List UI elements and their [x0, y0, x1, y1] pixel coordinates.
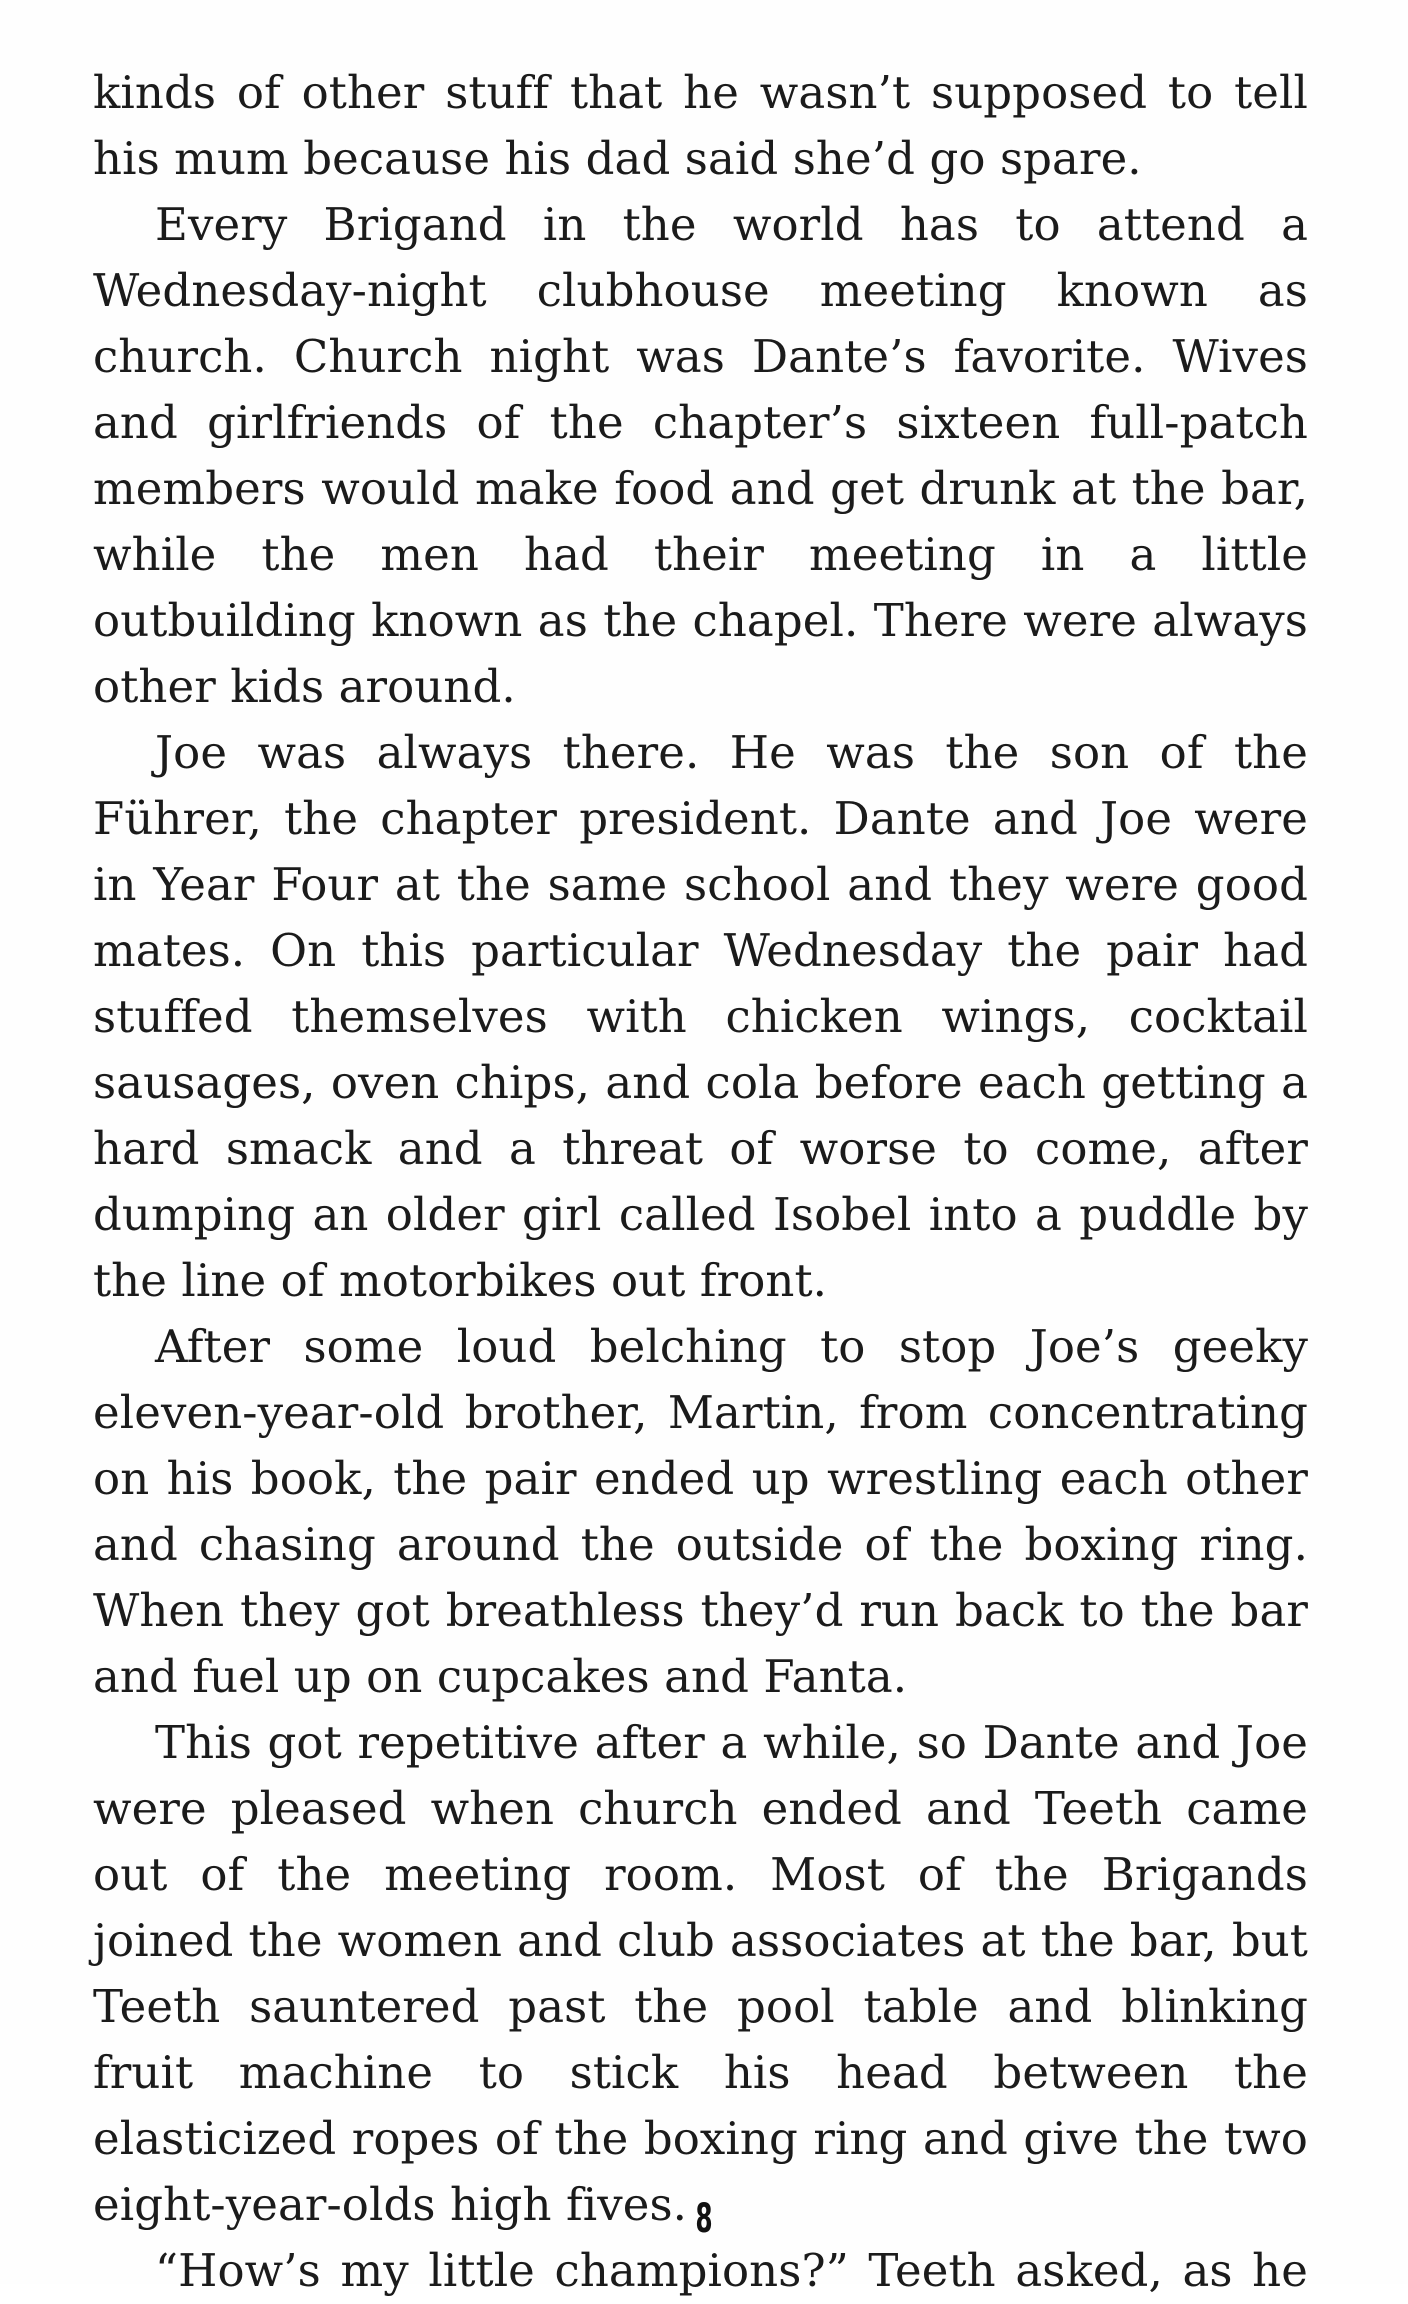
- paragraph-joe: Joe was always there. He was the son of the Führer, the chapter president. Dante and Joe were in Year Four at the same school and they were good mates. On this particular Wednesday the pair had stuffed themselves with chicken wings, cocktail sausages, oven chips, and cola before each getting a hard smack and a threat of worse to come, after dumping an older girl called Isobel into a puddle by the line of motorbikes out front.: [93, 726, 1308, 1307]
- body-text: [93, 60, 1308, 2304]
- page-number: 8: [695, 2196, 713, 2242]
- paragraph-wrestling: After some loud belching to stop Joe’s geeky eleven-year-old brother, Martin, from concentrating on his book, the pair ended up wrestling each other and chasing around the outside of the boxing ring. When they got breathless they’d run back to the bar and fuel up on cupcakes and Fanta.: [93, 1320, 1308, 1703]
- paragraph-teeth: This got repetitive after a while, so Dante and Joe were pleased when church ended and Teeth came out of the meeting room. Most of the Brigands joined the women and club associates at the bar, but Teeth sauntered past the pool table and blinking fruit machine to stick his head between the elasticized ropes of the boxing ring and give the two eight-year-olds high fives.: [93, 1716, 1308, 2231]
- paragraph-dialogue: “How’s my little champions?” Teeth asked, as he: [155, 2244, 1308, 2297]
- paragraph-continuation: kinds of other stuff that he wasn’t supposed to tell his mum because his dad said she’d go spare.: [93, 66, 1308, 185]
- paragraph-church-night: Every Brigand in the world has to attend a Wednesday-night clubhouse meeting known as church. Church night was Dante’s favorite. Wives and girlfriends of the chapter’s sixteen full-patch members would make food and get drunk at the bar, while the men had their meeting in a little outbuilding known as the chapel. There were always other kids around.: [93, 198, 1308, 713]
